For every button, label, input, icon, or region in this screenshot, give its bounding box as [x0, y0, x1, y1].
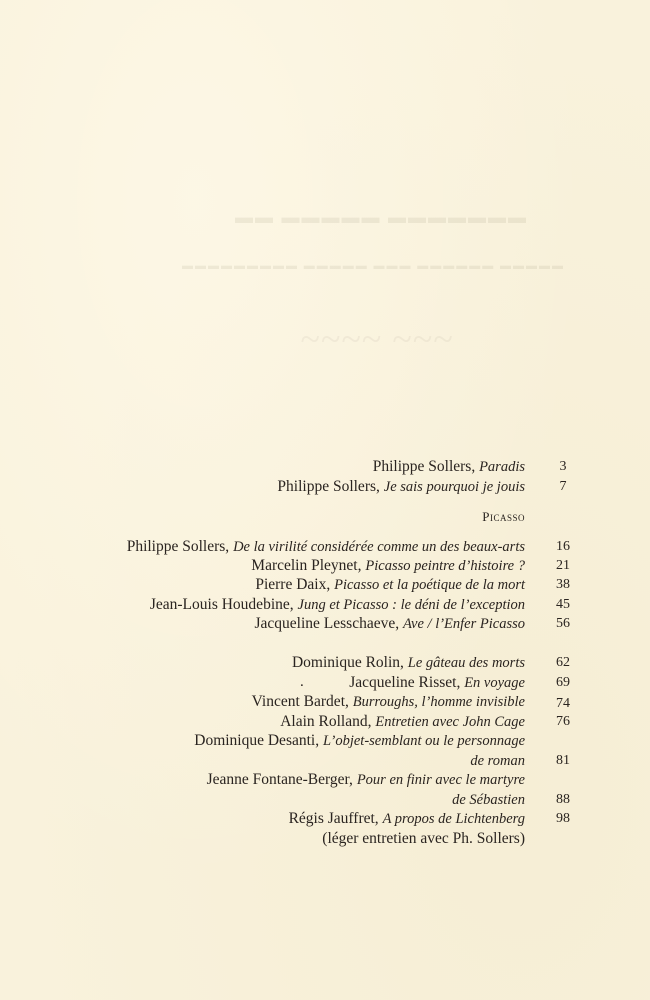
- entry-author: Vincent Bardet,: [251, 693, 349, 710]
- entry-author: Pierre Daix,: [255, 576, 331, 593]
- entry-author: Jean-Louis Houdebine,: [149, 596, 294, 613]
- entry-page-number: 45: [556, 597, 570, 612]
- entry-title: Picasso et la poétique de la mort: [334, 577, 525, 593]
- toc-entry-continuation: [470, 751, 525, 771]
- toc-entry: [280, 712, 525, 732]
- toc-entry: [349, 673, 525, 693]
- toc-entry: [251, 556, 525, 576]
- entry-title: L’objet-semblant ou le personnage: [322, 733, 525, 749]
- entry-page-number: 74: [556, 696, 570, 711]
- entry-page-number: 3: [559, 459, 567, 474]
- entry-title: Entretien avec John Cage: [375, 714, 525, 730]
- entry-title: A propos de Lichtenberg: [382, 811, 525, 827]
- entry-title: Le gâteau des morts: [407, 655, 525, 671]
- toc-entry: [277, 477, 525, 497]
- entry-title: En voyage: [464, 675, 525, 691]
- entry-page-number: 69: [556, 675, 570, 690]
- entry-page-number: 88: [556, 792, 570, 807]
- toc-entry: [373, 457, 525, 477]
- entry-page-number: 81: [556, 753, 570, 768]
- entry-author: Jacqueline Risset,: [349, 674, 461, 691]
- entry-title: Picasso peintre d’histoire ?: [365, 558, 525, 574]
- toc-entry: [207, 770, 525, 790]
- entry-page-number: 98: [556, 811, 570, 826]
- entry-title: Jung et Picasso : le déni de l’exception: [297, 597, 525, 613]
- section-heading: Picasso: [482, 509, 525, 524]
- entry-author: Alain Rolland,: [280, 713, 372, 730]
- entry-author: Jeanne Fontane-Berger,: [206, 771, 353, 788]
- toc-entry: [255, 614, 525, 634]
- entry-note: (léger entretien avec Ph. Sollers): [322, 830, 525, 847]
- toc-entry: [150, 595, 525, 615]
- entry-title: Paradis: [479, 459, 525, 475]
- entry-title: De la virilité considérée comme un des beaux-arts: [233, 539, 525, 555]
- entry-page-number: 16: [556, 539, 570, 554]
- toc-entry: [194, 731, 525, 751]
- toc-entry-note: [322, 829, 525, 848]
- entry-title: Ave / l’Enfer Picasso: [402, 616, 525, 632]
- bleed-through-text: ▬▬ ▬▬▬▬▬ ▬▬▬▬▬▬▬: [235, 207, 528, 227]
- entry-title: Burroughs, l’homme invisible: [352, 694, 525, 710]
- stray-mark: .: [300, 674, 304, 690]
- toc-entry: [289, 809, 525, 829]
- entry-author: Jacqueline Lesschaeve,: [254, 615, 400, 632]
- entry-author: Dominique Rolin,: [291, 654, 404, 671]
- entry-author: Dominique Desanti,: [194, 732, 320, 749]
- entry-page-number: 56: [556, 616, 570, 631]
- entry-page-number: 76: [556, 714, 570, 729]
- entry-page-number: 7: [559, 479, 567, 494]
- toc-entry-continuation: [452, 790, 525, 810]
- entry-title-continuation: de Sébastien: [452, 792, 525, 808]
- entry-page-number: 21: [556, 558, 570, 573]
- entry-title-continuation: de roman: [470, 753, 525, 769]
- entry-title: Pour en finir avec le martyre: [356, 772, 525, 788]
- entry-author: Marcelin Pleynet,: [251, 557, 362, 574]
- bleed-through-signature: ~~~~ ~~~: [300, 319, 454, 359]
- bleed-through-text: ▬▬▬▬▬▬▬▬▬ ▬▬▬▬▬ ▬▬▬ ▬▬▬▬▬▬ ▬▬▬▬▬: [182, 260, 565, 272]
- entry-author: Philippe Sollers,: [126, 538, 230, 555]
- entry-author: Philippe Sollers,: [277, 478, 380, 495]
- entry-page-number: 38: [556, 577, 570, 592]
- toc-entry: [127, 537, 525, 557]
- toc-entry: [292, 653, 525, 673]
- toc-entry: [255, 575, 525, 595]
- entry-page-number: 62: [556, 655, 570, 670]
- entry-title: Je sais pourquoi je jouis: [383, 479, 525, 495]
- entry-author: Philippe Sollers,: [372, 458, 476, 475]
- toc-entry: [252, 692, 525, 712]
- entry-author: Régis Jauffret,: [288, 810, 379, 827]
